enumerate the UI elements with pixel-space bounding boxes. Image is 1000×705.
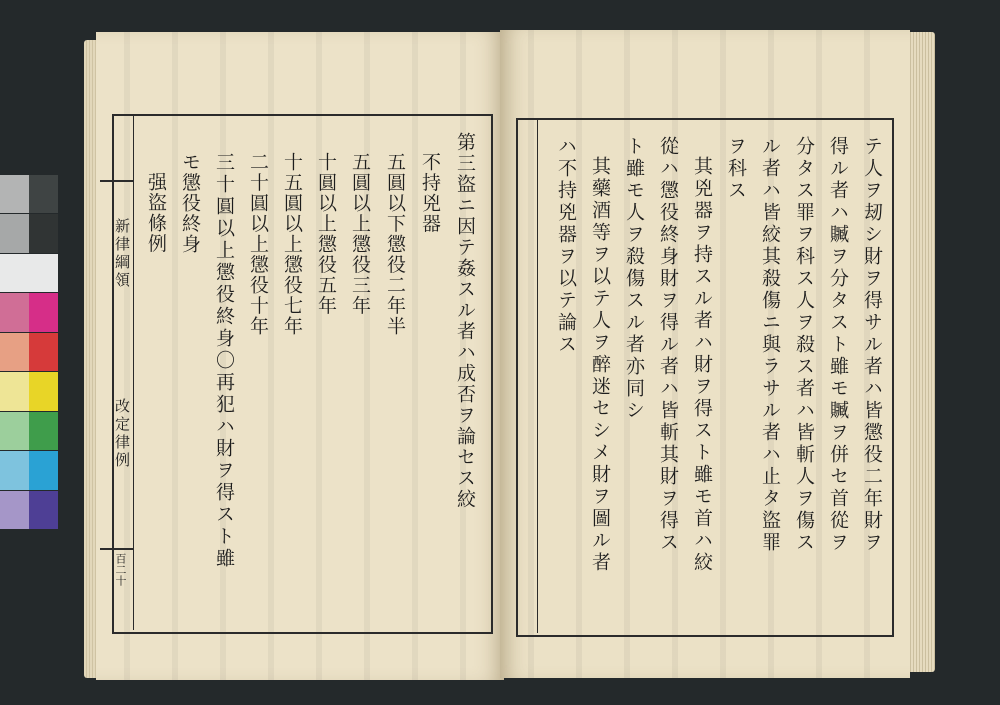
right-text-column: 分タス罪ヲ科ス人ヲ殺ス者ハ皆斬人ヲ傷ス <box>793 136 815 554</box>
color-patch <box>29 412 58 450</box>
fold-marker-bottom <box>100 548 134 550</box>
color-patch <box>29 333 58 371</box>
color-patch <box>29 491 58 529</box>
page-number: 百二十 <box>114 553 127 586</box>
left-text-column: 不持兇器 <box>419 152 441 234</box>
left-text-column: モ懲役終身 <box>179 152 201 255</box>
book-title: 新律綱領 <box>113 218 131 290</box>
right-text-column: ル者ハ皆絞其殺傷ニ與ラサル者ハ止タ盜罪 <box>759 136 781 554</box>
color-patch <box>29 451 58 489</box>
right-margin-rule <box>537 120 538 633</box>
left-text-column: 三十圓以上懲役終身〇再犯ハ財ヲ得スト雖 <box>213 152 235 570</box>
color-patch <box>29 175 58 213</box>
right-text-column: ト雖モ人ヲ殺傷スル者亦同シ <box>623 136 645 422</box>
color-patch <box>0 372 29 410</box>
left-text-column: 五圓以下懲役二年半 <box>384 152 406 337</box>
right-text-column: テ人ヲ刼シ財ヲ得サル者ハ皆懲役二年財ヲ <box>861 136 883 554</box>
color-patch <box>0 491 29 529</box>
color-patch <box>0 451 29 489</box>
right-text-column: ヲ科ス <box>725 136 747 202</box>
book-subtitle: 改定律例 <box>113 398 131 470</box>
right-text-column: 從ハ懲役終身財ヲ得ル者ハ皆斬其財ヲ得ス <box>657 136 679 554</box>
section-heading: 强盜條例 <box>145 172 167 254</box>
color-patch <box>0 175 29 213</box>
color-patch <box>0 412 29 450</box>
color-patch <box>0 214 29 252</box>
right-text-column: 得ル者ハ贓ヲ分タスト雖モ贓ヲ併セ首從ヲ <box>827 136 849 554</box>
left-text-column: 十五圓以上懲役七年 <box>281 152 303 337</box>
fold-marker-top <box>100 180 134 182</box>
left-text-column: 二十圓以上懲役十年 <box>247 152 269 337</box>
color-patch <box>0 293 29 331</box>
color-patch <box>0 254 58 292</box>
color-patch <box>29 372 58 410</box>
left-text-column: 十圓以上懲役五年 <box>315 152 337 316</box>
left-text-column: 第三盜ニ因テ姦スル者ハ成否ヲ論セス絞 <box>454 132 476 510</box>
left-text-column: 五圓以上懲役三年 <box>349 152 371 316</box>
color-calibration-strip <box>0 175 58 530</box>
right-text-column: 其兇器ヲ持スル者ハ財ヲ得スト雖モ首ハ絞 <box>691 156 713 574</box>
right-text-column: 其藥酒等ヲ以テ人ヲ醉迷セシメ財ヲ圖ル者 <box>589 156 611 574</box>
color-patch <box>29 293 58 331</box>
left-margin-rule <box>133 116 134 630</box>
right-text-column: ハ不持兇器ヲ以テ論ス <box>555 136 577 356</box>
color-patch <box>29 214 58 252</box>
color-patch <box>0 333 29 371</box>
